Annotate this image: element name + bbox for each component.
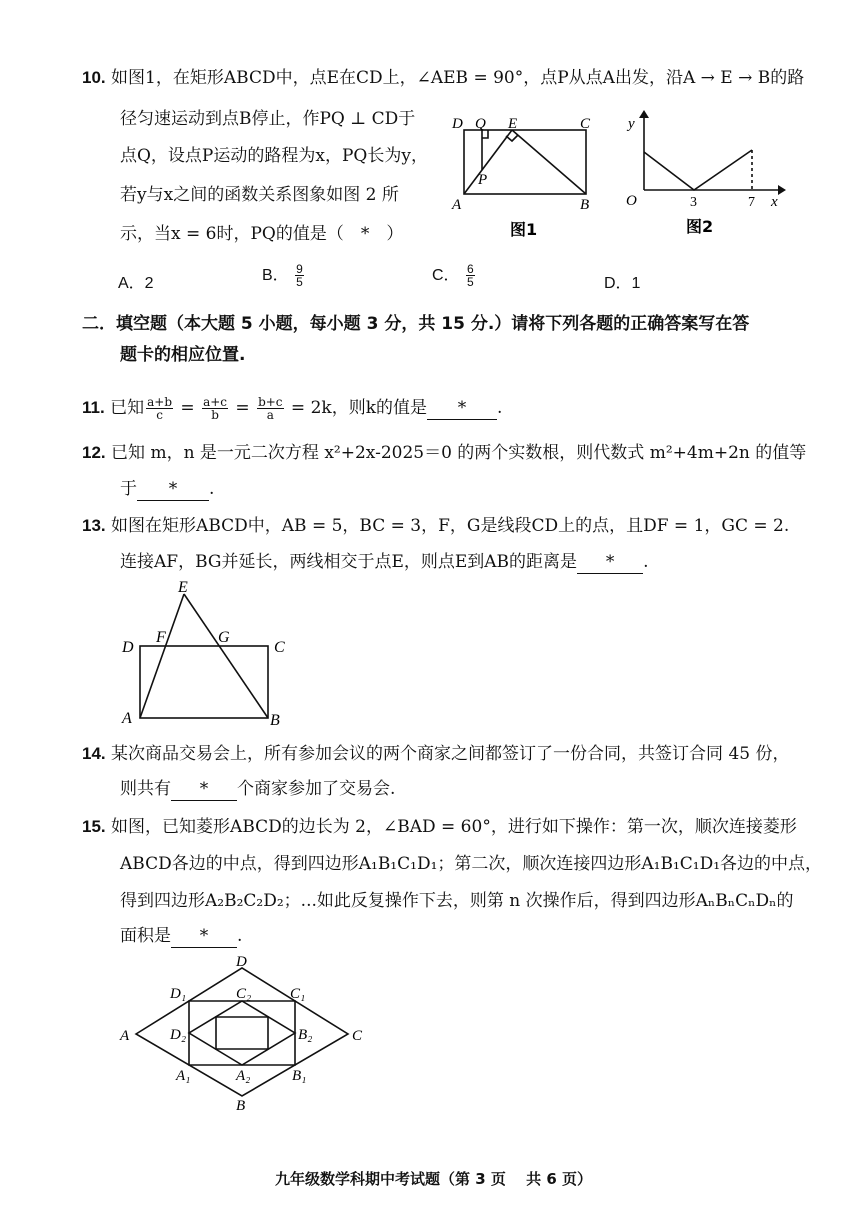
- q13-label-c: C: [274, 639, 285, 656]
- q12-end: .: [209, 479, 215, 499]
- q11-number: 11.: [82, 398, 105, 417]
- fig1-label-d: D: [452, 116, 463, 132]
- q15-label-b1: B₁: [292, 1068, 307, 1084]
- q10-line-3: 点Q，设点P运动的路程为x，PQ长为y，: [120, 146, 428, 166]
- q10-option-b-num: 9: [296, 262, 303, 277]
- q15-label-d: D: [236, 954, 247, 970]
- q11-end: .: [497, 398, 503, 418]
- q13-line-eb: [184, 594, 268, 718]
- fig1-segment-eb: [512, 130, 586, 194]
- q10-option-c-prefix: C．: [432, 267, 460, 284]
- q15-line-1: [82, 816, 797, 838]
- q15-label-a: A: [120, 1028, 130, 1044]
- q10-line-1: [82, 67, 804, 89]
- q11-f1-den: c: [156, 408, 163, 422]
- q15-line-3: 得到四边形A₂B₂C₂D₂；...如此反复操作下去，则第 n 次操作后，得到四边形AₙBₙCₙDₙ的: [120, 891, 794, 911]
- q15-label-b: B: [236, 1098, 246, 1114]
- q10-line-5: 示，当x = 6时，PQ的值是（ * ）: [120, 224, 404, 244]
- q15-figure: [116, 950, 376, 1115]
- q11-eq-2: =: [230, 398, 256, 418]
- fig1-caption: 图1: [510, 220, 538, 239]
- q15-label-b2: B₂: [298, 1027, 313, 1043]
- q15-line-4: [120, 925, 242, 948]
- page-footer: 九年级数学科期中考试题（第 3 页 共 6 页）: [275, 1170, 592, 1188]
- q15-label-c1: C₁: [290, 986, 306, 1002]
- fig2-label-y: y: [628, 116, 635, 132]
- q10-option-c-den: 5: [467, 275, 474, 290]
- q13-text-2: 连接AF，BG并延长，两线相交于点E，则点E到AB的距离是: [120, 552, 578, 572]
- q10-figure-2: [618, 108, 788, 248]
- q13-line-2: [120, 551, 648, 574]
- fig1-label-p: P: [478, 172, 488, 188]
- section-2-heading: 二．填空题（本大题 5 小题，每小题 3 分，共 15 分.）请将下列各题的正确答案写在答: [82, 314, 750, 334]
- q13-line-1: [82, 515, 789, 537]
- q13-label-f: F: [156, 629, 166, 646]
- q13-number: 13.: [82, 516, 106, 535]
- q11-tail: = 2k，则k的值是: [285, 398, 428, 418]
- q11-fraction-3: [257, 396, 283, 421]
- q13-line-ae: [140, 594, 184, 718]
- q13-end: .: [643, 552, 649, 572]
- q13-answer-blank[interactable]: *: [577, 551, 643, 574]
- q13-label-e: E: [178, 579, 188, 596]
- q15-prefix-4: 面积是: [120, 926, 171, 946]
- q10-option-b-den: 5: [296, 275, 303, 290]
- fig2-graph-line: [644, 150, 752, 190]
- q11-f3-num: b+c: [258, 395, 283, 409]
- q13-label-g: G: [218, 629, 230, 646]
- q10-option-b: [262, 262, 306, 288]
- q13-rectangle: [140, 646, 268, 718]
- q15-line-2: ABCD各边的中点，得到四边形A₁B₁C₁D₁；第二次，顺次连接四边形A₁B₁C₁D₁各边的中点，: [120, 854, 823, 874]
- q12-line-2: [120, 478, 214, 501]
- q11-eq-1: =: [175, 398, 201, 418]
- q14-line-2: [120, 778, 395, 801]
- q10-option-b-fraction: [295, 263, 304, 288]
- q12-prefix-2: 于: [120, 479, 137, 499]
- q12-number: 12.: [82, 443, 106, 462]
- fig2-x-arrow-icon: [778, 185, 786, 195]
- q14-number: 14.: [82, 744, 106, 763]
- q11-f1-num: a+b: [147, 395, 172, 409]
- fig2-label-7: 7: [748, 195, 755, 210]
- q10-option-c-fraction: [466, 263, 475, 288]
- q15-label-a2: A₂: [236, 1068, 251, 1084]
- q15-text-1: 如图，已知菱形ABCD的边长为 2，∠BAD = 60°，进行如下操作：第一次，顺次连接菱形: [111, 817, 797, 837]
- q10-option-b-prefix: B．: [262, 267, 289, 284]
- q10-line-4: 若y与x之间的函数关系图象如图 2 所: [120, 185, 399, 205]
- q15-label-d1: D₁: [170, 986, 187, 1002]
- q10-line-2: 径匀速运动到点B停止，作PQ ⊥ CD于: [120, 109, 416, 129]
- q12-line-1: [82, 442, 806, 464]
- fig1-label-c: C: [580, 116, 591, 132]
- q13-label-b: B: [270, 712, 280, 728]
- fig2-caption: 图2: [686, 217, 714, 236]
- q11-answer-blank[interactable]: *: [427, 397, 497, 420]
- fig1-segment-ae: [464, 130, 512, 194]
- q15-number: 15.: [82, 817, 106, 836]
- q11-fraction-2: [202, 396, 228, 421]
- q15-rect-a1b1c1d1: [189, 1001, 295, 1065]
- section-2-heading-cont: 题卡的相应位置.: [120, 345, 246, 365]
- q15-label-a1: A₁: [176, 1068, 191, 1084]
- q13-figure: [116, 578, 296, 728]
- q15-label-c: C: [352, 1028, 363, 1044]
- fig2-y-arrow-icon: [639, 110, 649, 118]
- q13-label-d: D: [122, 639, 134, 656]
- fig2-label-3: 3: [690, 195, 697, 210]
- q14-answer-blank[interactable]: *: [171, 778, 237, 801]
- q15-end: .: [237, 926, 243, 946]
- q12-answer-blank[interactable]: *: [137, 478, 209, 501]
- fig1-label-a: A: [452, 197, 462, 213]
- q11-f2-num: a+c: [203, 395, 227, 409]
- q11-f2-den: b: [211, 408, 219, 422]
- q10-option-a: A．2: [118, 275, 154, 292]
- q13-text-1: 如图在矩形ABCD中，AB = 5，BC = 3，F，G是线段CD上的点，且DF = 1，GC = 2.: [111, 516, 790, 536]
- q11-f3-den: a: [266, 408, 274, 422]
- q10-option-c-num: 6: [467, 262, 474, 277]
- fig1-label-b: B: [580, 197, 590, 213]
- fig2-label-o: O: [626, 193, 637, 209]
- q10-number: 10.: [82, 68, 106, 87]
- q13-label-a: A: [122, 710, 132, 727]
- fig1-label-e: E: [508, 116, 518, 132]
- q11-fraction-1: [146, 396, 173, 421]
- fig1-label-q: Q: [475, 116, 486, 132]
- q15-answer-blank[interactable]: *: [171, 925, 237, 948]
- q12-text-1: 已知 m，n 是一元二次方程 x²+2x-2025＝0 的两个实数根，则代数式 m²+4m+2n 的值等: [111, 443, 807, 463]
- q11-prefix: 已知: [110, 398, 145, 418]
- q14-suffix: 个商家参加了交易会.: [237, 779, 396, 799]
- q10-text-1: 如图1，在矩形ABCD中，点E在CD上，∠AEB = 90°，点P从点A出发，沿A → E → B的路: [111, 68, 805, 88]
- q11-line: [82, 396, 502, 421]
- q15-label-d2: D₂: [170, 1027, 187, 1043]
- q14-prefix: 则共有: [120, 779, 171, 799]
- q15-rhombus-a2b2c2d2: [189, 1001, 295, 1065]
- q14-line-1: [82, 743, 790, 765]
- q15-inner-rect: [216, 1017, 268, 1049]
- q15-label-c2: C₂: [236, 986, 252, 1002]
- q14-text-1: 某次商品交易会上，所有参加会议的两个商家之间都签订了一份合同，共签订合同 45 份，: [111, 744, 790, 764]
- q10-option-d: D．1: [604, 275, 641, 292]
- fig2-label-x: x: [771, 194, 778, 210]
- q10-figure-1: [448, 108, 608, 248]
- q10-option-c: [432, 262, 477, 288]
